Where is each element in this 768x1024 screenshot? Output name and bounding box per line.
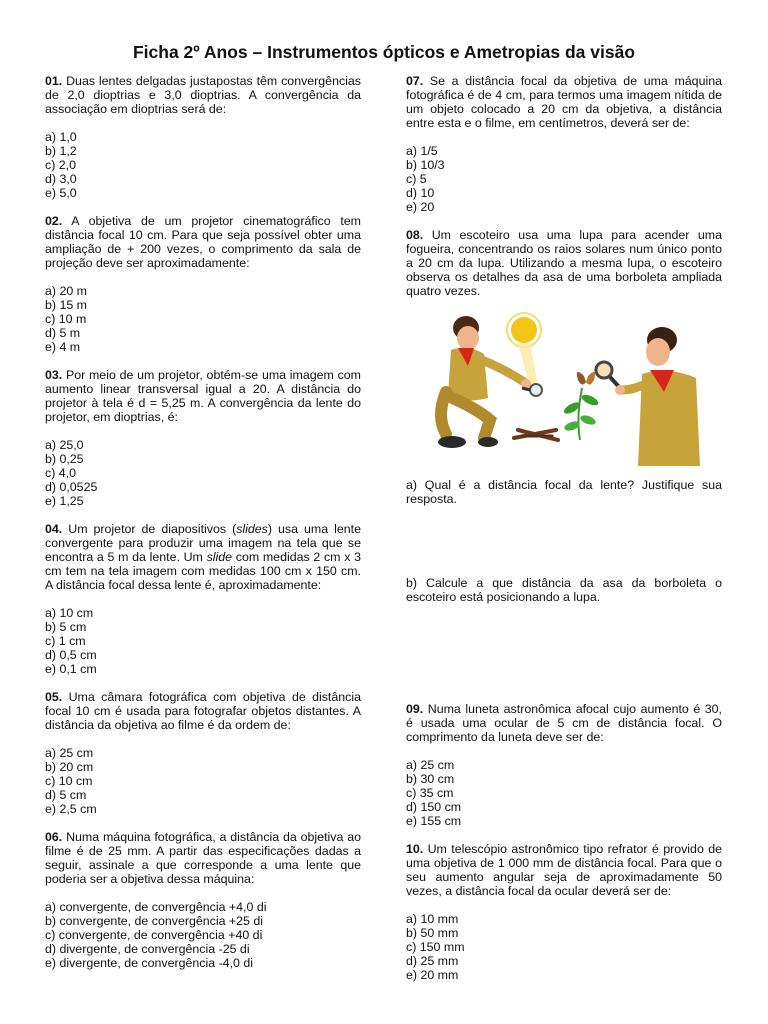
question-text: Se a distância focal da objetiva de uma máquina fotográfica é de 4 cm, para termos uma imagem nítida de um objeto colocado a 20 cm da objetiva, a distância entre esta e o filme, em centímetros, deverá ser de: bbox=[406, 74, 722, 130]
option-d: d) 10 bbox=[406, 186, 435, 200]
question-number: 07. bbox=[406, 74, 424, 88]
option-d: d) 25 mm bbox=[406, 954, 459, 968]
emphasis-term: slide bbox=[206, 550, 233, 564]
option-e: e) 2,5 cm bbox=[45, 802, 97, 816]
options-list bbox=[45, 606, 361, 676]
question-stem bbox=[45, 214, 361, 270]
option-c: c) 150 mm bbox=[406, 940, 465, 954]
answer-space bbox=[406, 506, 722, 576]
question-text: Uma câmara fotográfica com objetiva de distância focal 10 cm é usada para fotografar objetos distantes. A distância da objetiva ao filme é da ordem de: bbox=[45, 690, 361, 732]
options-list bbox=[406, 912, 722, 982]
option-d: d) 0,0525 bbox=[45, 480, 98, 494]
question-06 bbox=[45, 830, 361, 970]
question-09 bbox=[406, 702, 722, 828]
answer-space bbox=[406, 604, 722, 688]
option-e: e) 4 m bbox=[45, 340, 81, 354]
option-c: c) convergente, de convergência +40 di bbox=[45, 928, 263, 942]
option-e: e) 155 cm bbox=[406, 814, 462, 828]
option-d: d) 5 cm bbox=[45, 788, 87, 802]
left-column bbox=[45, 74, 361, 984]
question-number: 09. bbox=[406, 702, 424, 716]
option-d: d) 0,5 cm bbox=[45, 648, 97, 662]
question-01 bbox=[45, 74, 361, 200]
question-08 bbox=[406, 228, 722, 688]
scout-right-figure bbox=[615, 327, 700, 466]
option-a: a) 25 cm bbox=[406, 758, 455, 772]
option-c: c) 10 cm bbox=[45, 774, 93, 788]
option-d: d) 5 m bbox=[45, 326, 81, 340]
option-a: a) 1,0 bbox=[45, 130, 77, 144]
option-c: c) 10 m bbox=[45, 312, 87, 326]
emphasis-term: slides bbox=[236, 522, 268, 536]
question-stem bbox=[406, 228, 722, 298]
options-list bbox=[45, 130, 361, 200]
options-list bbox=[45, 900, 361, 970]
options-list bbox=[45, 284, 361, 354]
question-text: Um telescópio astronômico tipo refrator é provido de uma objetiva de 1 000 mm de distância focal. Para que o seu aumento angular seja de aproximadamente 50 vezes, a distância focal da ocular deverá ser de: bbox=[406, 842, 722, 898]
option-a: a) 25,0 bbox=[45, 438, 84, 452]
option-e: e) 20 mm bbox=[406, 968, 459, 982]
question-text: Numa máquina fotográfica, a distância da objetiva ao filme é de 25 mm. A partir das especificações dadas a seguir, assinale a que corresponde a uma lente que poderia ser a objetiva dessa máquina: bbox=[45, 830, 361, 886]
options-list bbox=[45, 438, 361, 508]
question-03 bbox=[45, 368, 361, 508]
question-stem bbox=[406, 74, 722, 130]
scouts-magnifier-illustration bbox=[406, 308, 722, 466]
option-a: a) convergente, de convergência +4,0 di bbox=[45, 900, 267, 914]
question-stem bbox=[406, 842, 722, 898]
option-b: b) 15 m bbox=[45, 298, 88, 312]
campfire-icon bbox=[514, 430, 558, 440]
question-number: 10. bbox=[406, 842, 424, 856]
option-b: b) 30 cm bbox=[406, 772, 455, 786]
option-c: c) 4,0 bbox=[45, 466, 76, 480]
question-10 bbox=[406, 842, 722, 982]
plant-icon bbox=[562, 388, 600, 440]
subquestion-a: a) Qual é a distância focal da lente? Justifique sua resposta. bbox=[406, 478, 722, 506]
question-stem bbox=[45, 368, 361, 424]
question-07 bbox=[406, 74, 722, 214]
option-c: c) 5 bbox=[406, 172, 427, 186]
question-text-part: com medidas 2 cm x 3 cm tem na tela imagem com medidas 100 cm x 150 cm. A distância focal dessa lente é, aproximadamente: bbox=[45, 550, 361, 592]
option-a: a) 1/5 bbox=[406, 144, 438, 158]
page-title: Ficha 2º Anos – Instrumentos ópticos e Ametropias da visão bbox=[132, 42, 636, 62]
option-b: b) 10/3 bbox=[406, 158, 445, 172]
question-stem bbox=[45, 74, 361, 116]
option-a: a) 10 mm bbox=[406, 912, 459, 926]
options-list bbox=[45, 746, 361, 816]
option-b: b) 5 cm bbox=[45, 620, 87, 634]
option-e: e) divergente, de convergência -4,0 di bbox=[45, 956, 254, 970]
question-number: 05. bbox=[45, 690, 63, 704]
question-number: 04. bbox=[45, 522, 63, 536]
option-b: b) 1,2 bbox=[45, 144, 77, 158]
question-number: 08. bbox=[406, 228, 424, 242]
option-e: e) 5,0 bbox=[45, 186, 77, 200]
option-e: e) 0,1 cm bbox=[45, 662, 97, 676]
option-a: a) 10 cm bbox=[45, 606, 94, 620]
option-d: d) 150 cm bbox=[406, 800, 462, 814]
right-column bbox=[406, 74, 722, 996]
option-b: b) 0,25 bbox=[45, 452, 84, 466]
butterfly-icon bbox=[577, 372, 595, 385]
option-a: a) 25 cm bbox=[45, 746, 94, 760]
options-list bbox=[406, 758, 722, 828]
question-stem bbox=[45, 830, 361, 886]
question-04 bbox=[45, 522, 361, 676]
option-e: e) 20 bbox=[406, 200, 435, 214]
question-text: A objetiva de um projetor cinematográfico tem distância focal 10 cm. Para que seja possível obter uma ampliação de + 200 vezes, o comprimento da sala de projeção deve ser aproximadamente: bbox=[45, 214, 361, 270]
question-number: 03. bbox=[45, 368, 63, 382]
question-text: Numa luneta astronômica afocal cujo aumento é 30, é usada uma ocular de 5 cm de distância focal. O comprimento da luneta deve ser de: bbox=[406, 702, 722, 744]
option-b: b) 50 mm bbox=[406, 926, 459, 940]
question-05 bbox=[45, 690, 361, 816]
question-text: Duas lentes delgadas justapostas têm convergências de 2,0 dioptrias e 3,0 dioptrias. A convergência da associação em dioptrias será de: bbox=[45, 74, 361, 116]
question-02 bbox=[45, 214, 361, 354]
question-number: 01. bbox=[45, 74, 63, 88]
question-text-part: Um projetor de diapositivos ( bbox=[62, 522, 237, 536]
question-text-part: ) usa uma lente convergente para produzir uma imagem na tela que se encontra a 5 m da lente. Um bbox=[45, 522, 361, 564]
sun-icon bbox=[507, 313, 541, 347]
question-text: Por meio de um projetor, obtém-se uma imagem com aumento linear transversal igual a 20. A distância do projetor à tela é d = 5,25 m. A convergência da lente do projetor, em dioptrias, é: bbox=[45, 368, 361, 424]
option-a: a) 20 m bbox=[45, 284, 88, 298]
option-e: e) 1,25 bbox=[45, 494, 84, 508]
subquestion-b: b) Calcule a que distância da asa da borboleta o escoteiro está posicionando a lupa. bbox=[406, 576, 722, 604]
magnifier-icon bbox=[596, 362, 620, 388]
option-c: c) 1 cm bbox=[45, 634, 86, 648]
question-number: 06. bbox=[45, 830, 63, 844]
option-c: c) 35 cm bbox=[406, 786, 454, 800]
question-number: 02. bbox=[45, 214, 63, 228]
option-d: d) 3,0 bbox=[45, 172, 77, 186]
question-text: Um escoteiro usa uma lupa para acender uma fogueira, concentrando os raios solares num único ponto a 20 cm da lupa. Utilizando a mesma lupa, o escoteiro observa os detalhes da asa de uma borboleta ampliada quatro vezes. bbox=[406, 228, 722, 298]
question-stem bbox=[406, 702, 722, 744]
question-stem bbox=[45, 522, 361, 592]
option-c: c) 2,0 bbox=[45, 158, 76, 172]
options-list bbox=[406, 144, 722, 214]
option-b: b) convergente, de convergência +25 di bbox=[45, 914, 264, 928]
option-d: d) divergente, de convergência -25 di bbox=[45, 942, 250, 956]
option-b: b) 20 cm bbox=[45, 760, 94, 774]
question-stem bbox=[45, 690, 361, 732]
